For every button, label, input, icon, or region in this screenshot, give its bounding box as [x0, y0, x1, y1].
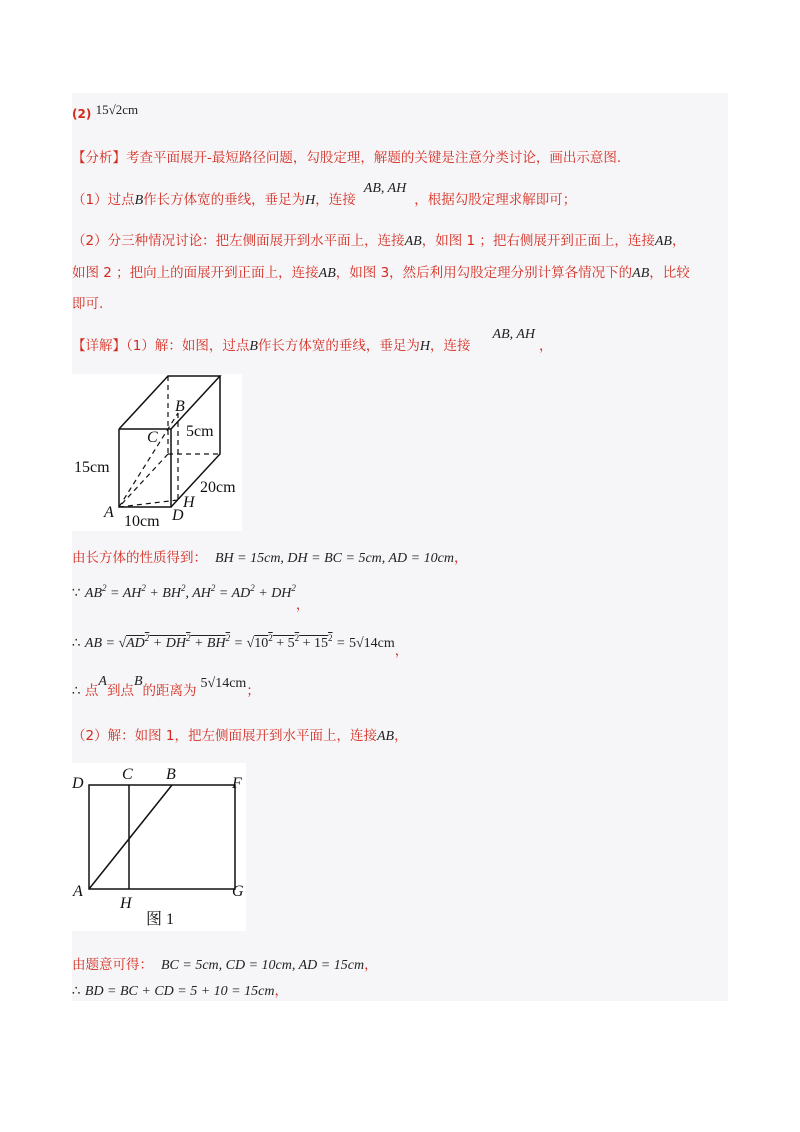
analysis-p4: [72, 294, 103, 314]
text: （2）分三种情况讨论：把左侧面展开到水平面上，连接: [72, 233, 405, 249]
text: ，: [539, 338, 553, 354]
math-given: BC = 5cm, CD = 10cm, AD = 15cm: [161, 958, 365, 973]
label-10cm: 10cm: [124, 513, 160, 530]
figure-1: [72, 763, 246, 931]
text: ，: [453, 550, 468, 566]
text: 由长方体的性质得到：: [72, 550, 207, 566]
text: ，比较: [649, 265, 690, 281]
label-15cm: 15cm: [74, 459, 110, 476]
text: （1）解：如图，过点: [126, 338, 250, 354]
text: （2）解：如图 1，把左侧面展开到水平面上，连接: [72, 728, 377, 744]
math-eq1: $AB^2 = AH^2 + BH^2$, $AH^2 = AD^2 + DH^2$: [84, 583, 296, 601]
math-AB: AB: [654, 234, 672, 249]
because-symbol: ∵: [72, 585, 81, 601]
text: ，: [295, 597, 310, 613]
detail-p2: [72, 726, 408, 747]
text: 如图 2 ；把向上的面展开到正面上，连接: [72, 265, 319, 281]
label-C: C: [122, 766, 133, 783]
label-F: F: [232, 775, 242, 792]
math-AB-AH: AB, AH: [492, 327, 536, 342]
math-B: B: [134, 193, 144, 208]
text: （1）过点: [72, 192, 135, 208]
label-A: A: [104, 504, 114, 521]
text: 到点: [106, 683, 134, 699]
detail-tag: 【详解】: [72, 338, 126, 354]
text: ，根据勾股定理求解即可；: [414, 192, 577, 208]
text: 由题意可得：: [72, 957, 153, 973]
math-H: H: [305, 193, 316, 208]
text: ；: [246, 683, 260, 699]
detail-given: [72, 955, 378, 976]
text: 即可.: [72, 296, 104, 312]
label-D: D: [172, 507, 184, 524]
therefore-symbol: ∴: [72, 983, 81, 999]
text: 作长方体宽的垂线，垂足为: [257, 338, 420, 354]
answer-2: [72, 100, 138, 124]
label-20cm: 20cm: [200, 479, 236, 496]
analysis-p1: [72, 181, 577, 211]
analysis-p3: [72, 263, 690, 284]
text: ，: [364, 957, 378, 973]
label-H: H: [183, 494, 195, 511]
figure-caption: 图 1: [146, 911, 175, 928]
detail-property: [72, 548, 467, 569]
text: ，连接: [315, 192, 356, 208]
text: ，如图 3，然后利用勾股定理分别计算各情况下的: [335, 265, 633, 281]
math-A: A: [98, 674, 107, 689]
text: 作长方体宽的垂线，垂足为: [143, 192, 306, 208]
segment-AH: [119, 500, 178, 507]
label-D: D: [72, 775, 84, 792]
hidden-edge-diagonal: [119, 454, 168, 507]
math-AB: AB: [404, 234, 422, 249]
label-G: G: [232, 883, 244, 900]
analysis-tag: 【分析】: [72, 150, 126, 166]
cuboid-top-edges: [119, 376, 220, 429]
analysis-text: 考查平面展开-最短路径问题，勾股定理，解题的关键是注意分类讨论，画出示意图.: [126, 150, 622, 166]
detail-p1: [72, 327, 553, 357]
label-C: C: [147, 429, 158, 446]
detail-distance: [72, 674, 260, 702]
segment-AB: [119, 413, 178, 507]
cuboid-figure: [72, 374, 242, 531]
text: ，: [394, 728, 408, 744]
label-A: A: [73, 883, 83, 900]
label-B: B: [175, 398, 185, 415]
math-AB: AB: [376, 729, 395, 744]
text: ，: [394, 643, 409, 659]
math-B: B: [249, 339, 258, 354]
math-result: 5√14cm: [348, 636, 395, 651]
therefore-symbol: ∴: [72, 635, 81, 651]
analysis-line: [72, 148, 621, 168]
text: ，: [274, 983, 288, 999]
math-bd: BD = BC + CD = 5 + 10 = 15cm: [84, 984, 275, 999]
cuboid-svg: [72, 374, 242, 531]
math-given-lengths: BH = 15cm, DH = BC = 5cm, AD = 10cm: [215, 551, 454, 566]
label-B: B: [166, 766, 176, 783]
label-H: H: [120, 895, 132, 912]
analysis-p2: [72, 231, 685, 252]
answer-label: (2): [72, 107, 92, 121]
cuboid-front-face: [119, 429, 171, 507]
figure-1-svg: [72, 763, 246, 931]
math-AB: AB: [318, 266, 336, 281]
detail-eq1: [72, 578, 310, 613]
text: 的距离为: [142, 683, 197, 699]
text: ，连接: [430, 338, 471, 354]
math-eq2: AB = $√AD^2 + DH^2 + BH^2 = √10^2 + 5^2 + 15^2$ =: [84, 633, 349, 651]
math-H: H: [419, 339, 431, 354]
therefore-symbol: ∴: [72, 683, 81, 699]
unfolded-rectangle: [89, 785, 235, 889]
detail-eq2: [72, 628, 409, 659]
label-5cm: 5cm: [186, 423, 214, 440]
text: ，: [671, 233, 686, 249]
math-B: B: [133, 674, 143, 689]
answer-value: 15√2cm: [95, 102, 139, 117]
detail-bd: [72, 981, 288, 1002]
text: 点: [84, 683, 99, 699]
math-distance: 5√14cm: [200, 676, 247, 691]
math-AB: AB: [632, 266, 650, 281]
math-AB-AH: AB, AH: [363, 181, 407, 196]
text: ，如图 1 ；把右侧展开到正面上，连接: [421, 233, 655, 249]
segment-AB: [89, 785, 172, 889]
